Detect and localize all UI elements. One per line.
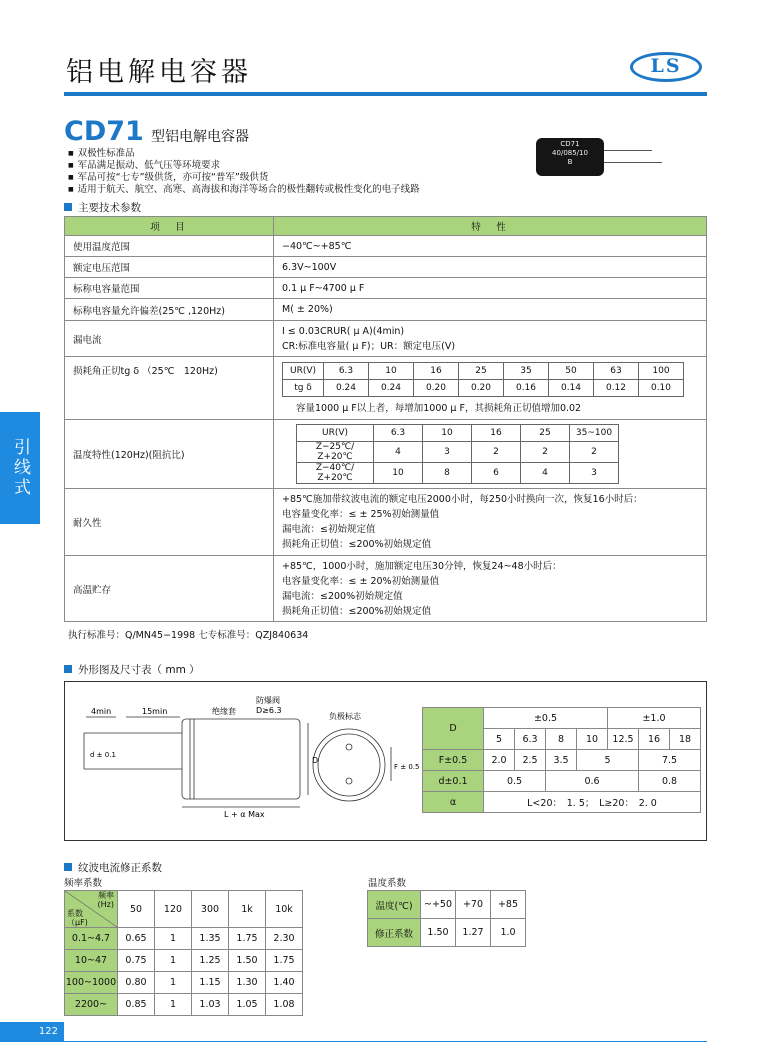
feature-item: ■ 军品可按“七专”级供货，亦可按“普军”级供货: [68, 172, 420, 184]
spec-table: [64, 216, 707, 622]
svg-text:D≥6.3: D≥6.3: [256, 706, 282, 715]
temp-title: 温度系数: [368, 878, 407, 889]
feature-list: [68, 148, 420, 196]
diagonal-line: [65, 891, 117, 927]
dim-section-heading: 外形图及尺寸表（ mm ）: [64, 662, 200, 677]
model-suffix: 型铝电解电容器: [151, 129, 249, 145]
tand-table: UR(V) 6.3 10 16 25 35 50 63 100 tg δ 0.24 0.24 0.20 0.20 0.16 0.14 0.12 0.10: [282, 362, 684, 397]
tand-note: 容量1000 μ F以上者，每增加1000 μ F，其损耗角正切值增加0.02: [296, 403, 582, 414]
spec-row: 高温贮存 +85℃，1000小时，施加额定电压30分钟，恢复24~48小时后： 电容量变化率：≤ ± 20%初始测量值 漏电流：≤200%初始规定值 损耗角正切值：≤200%初始规定值: [65, 556, 707, 622]
header-rule: [64, 92, 707, 96]
spec-row: 耐久性 +85℃施加带纹波电流的额定电压2000小时，每250小时换向一次，恢复16小时后： 电容量变化率：≤ ± 25%初始测量值 漏电流：≤初始规定值 损耗角正切值：≤200%初始规定值: [65, 489, 707, 556]
col-item: 项 目: [65, 217, 274, 236]
col-characteristic: 特 性: [274, 217, 707, 236]
spec-row: 温度特性(120Hz)(阻抗比) UR(V) 6.3 10 16 25 35~100 Z−25℃/ Z+20℃ 4 3 2 2 2 Z−40℃/ Z+20℃ 10 8 6 4 3: [65, 420, 707, 489]
cap-print-1: CD71: [560, 140, 580, 148]
capacitor-image: [536, 138, 604, 176]
freq-title: 频率系数: [64, 878, 103, 889]
freq-coefficient-table: 频率 (Hz) 系数 （μF) 50 120 300 1k 10k 0.1~4.7 0.65 1 1.35 1.75 2.30 10~47 0.75 1 1.25 1.50 1.75 100~1000 0.80 1 1.15 1.30 1.40 2200~ 0.85 1 1.03 1.05 1.08: [64, 890, 303, 1016]
svg-text:防爆阀: 防爆阀: [256, 696, 280, 705]
svg-text:D: D: [312, 756, 319, 765]
page-title: 铝电解电容器: [66, 57, 252, 88]
square-bullet-icon: [64, 665, 72, 673]
square-bullet-icon: [64, 203, 72, 211]
capacitor-lead: [604, 162, 662, 163]
spec-row: 标称电容量范围 0.1 μ F~4700 μ F: [65, 278, 707, 299]
spec-row: 标称电容量允许偏差(25℃ ,120Hz) M( ± 20%): [65, 299, 707, 321]
spec-row: 使用温度范围 −40℃~+85℃: [65, 236, 707, 257]
spec-row: 漏电流 I ≤ 0.03CRUR( μ A)(4min) CR:标准电容量( μ F)；UR：额定电压(V): [65, 321, 707, 357]
feature-item: ■ 双极性标准品: [68, 148, 420, 160]
capacitor-lead: [604, 150, 652, 151]
spec-row: 额定电压范围 6.3V~100V: [65, 257, 707, 278]
spec-header-row: [65, 217, 707, 236]
cap-print-2: 40/085/10: [552, 149, 588, 157]
model-code: CD71: [64, 116, 144, 147]
svg-text:15min: 15min: [142, 707, 168, 716]
spec-row: 损耗角正切tg δ （25℃ 120Hz) UR(V) 6.3 10 16 25 35 50 63 100 tg δ 0.24 0.24 0.20 0.20 0.16 0.14 0.12 0.10 容量1000 μ F以上者，每增加1000 μ F，其损耗角正切值增加0.02: [65, 357, 707, 420]
svg-text:4min: 4min: [91, 707, 112, 716]
side-tab-lead-type: 引线式: [0, 412, 40, 524]
svg-text:L + α Max: L + α Max: [224, 810, 265, 819]
svg-text:负极标志: 负极标志: [329, 712, 361, 721]
dimension-table: D ±0.5 ±1.0 5 6.3 8 10 12.5 16 18 F±0.5 2.0 2.5 3.5 5 7.5 d±0.1 0.5 0.6 0.8 α L<20： 1. 5； L≥20： 2. 0: [422, 707, 701, 813]
ripple-section-heading: 纹波电流修正系数: [64, 860, 162, 875]
outline-drawing: [64, 681, 420, 841]
svg-text:绝缘套: 绝缘套: [212, 707, 236, 716]
feature-item: ■ 适用于航天、航空、高寒、高海拔和海洋等场合的极性翻转或极性变化的电子线路: [68, 184, 420, 196]
svg-text:F ± 0.5: F ± 0.5: [394, 763, 420, 771]
ls-logo: LS: [630, 52, 702, 82]
page-number: 122: [0, 1022, 64, 1042]
cap-print-3: B: [567, 158, 573, 166]
spec-section-heading: 主要技术参数: [64, 200, 141, 215]
svg-text:d ± 0.1: d ± 0.1: [90, 751, 116, 759]
temp-coefficient-table: 温度(℃) ~+50 +70 +85 修正系数 1.50 1.27 1.0: [367, 890, 526, 947]
footer-rule: [64, 1041, 707, 1042]
standard-note: 执行标准号：Q/MN45−1998 七专标准号：QZJ840634: [68, 630, 309, 641]
feature-item: ■ 军品满足振动、低气压等环境要求: [68, 160, 420, 172]
temp-char-table: UR(V) 6.3 10 16 25 35~100 Z−25℃/ Z+20℃ 4 3 2 2 2 Z−40℃/ Z+20℃ 10 8 6 4 3: [296, 424, 619, 484]
square-bullet-icon: [64, 863, 72, 871]
